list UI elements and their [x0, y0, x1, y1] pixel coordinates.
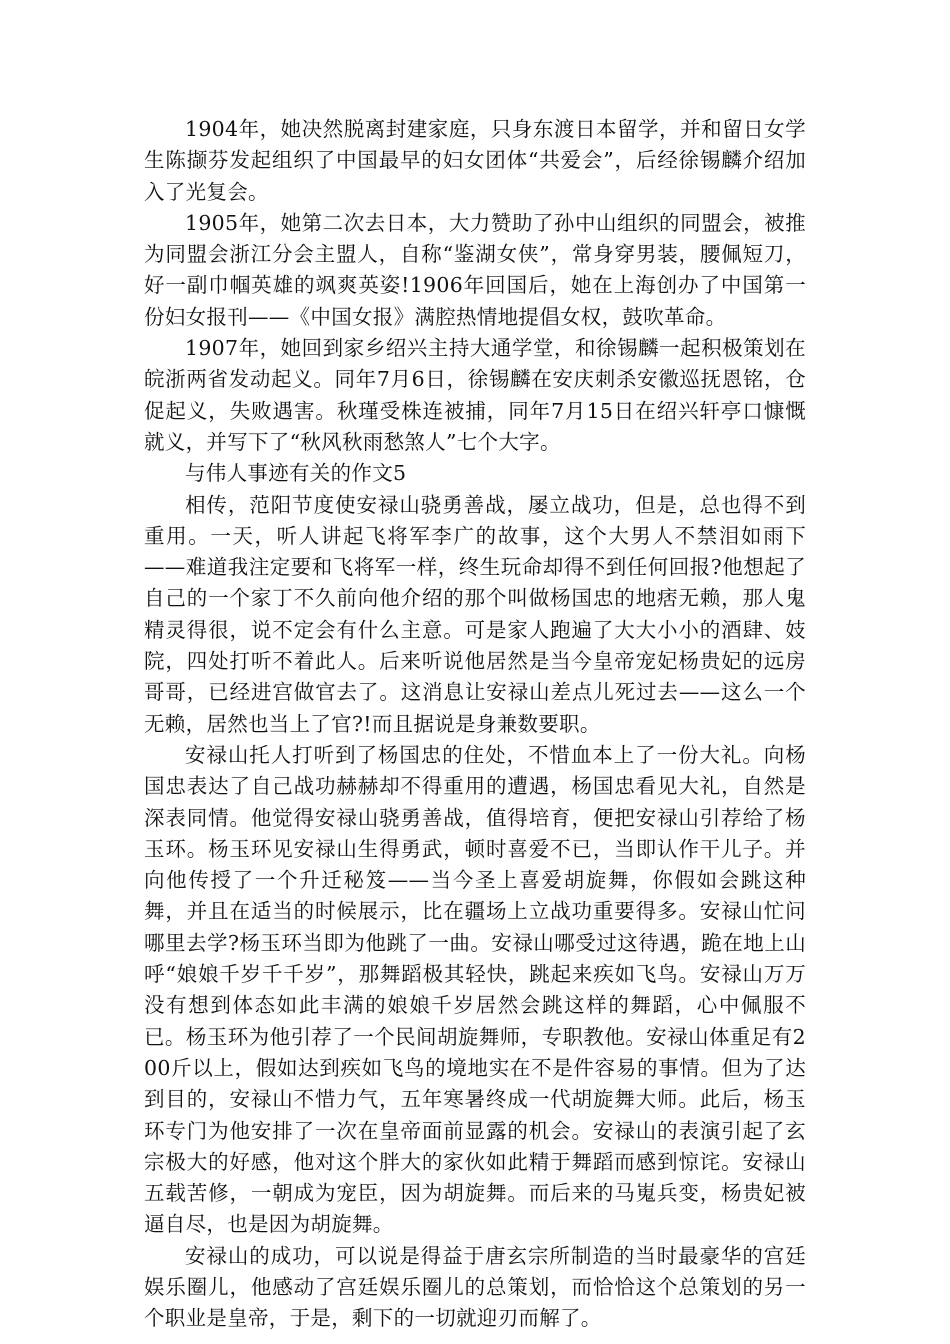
document-body	[144, 114, 806, 1335]
paragraph-qiujin-1907: 1907年，她回到家乡绍兴主持大通学堂，和徐锡麟一起积极策划在皖浙两省发动起义。同年7月6日，徐锡麟在安庆刺杀安徽巡抚恩铭，仓促起义，失败遇害。秋瑾受株连被捕，同年7月15日在绍兴轩亭口慷慨就义，并写下了“秋风秋雨愁煞人”七个大字。	[144, 336, 806, 454]
paragraph-anlushan-huxuan: 安禄山托人打听到了杨国忠的住处，不惜血本上了一份大礼。向杨国忠表达了自己战功赫赫却不得重用的遭遇，杨国忠看见大礼，自然是深表同情。他觉得安禄山骁勇善战，值得培育，便把安禄山引荐给了杨玉环。杨玉环见安禄山生得勇武，顿时喜爱不已，当即认作干儿子。并向他传授了一个升迁秘笈——当今圣上喜爱胡旋舞，你假如会跳这种舞，并且在适当的时候展示，比在疆场上立战功重要得多。安禄山忙问哪里去学?杨玉环当即为他跳了一曲。安禄山哪受过这待遇，跪在地上山呼“娘娘千岁千千岁”，那舞蹈极其轻快，跳起来疾如飞鸟。安禄山万万没有想到体态如此丰满的娘娘千岁居然会跳这样的舞蹈，心中佩服不已。杨玉环为他引荐了一个民间胡旋舞师，专职教他。安禄山体重足有200斤以上，假如达到疾如飞鸟的境地实在不是件容易的事情。但为了达到目的，安禄山不惜力气，五年寒暑终成一代胡旋舞大师。此后，杨玉环专门为他安排了一次在皇帝面前显露的机会。安禄山的表演引起了玄宗极大的好感，他对这个胖大的家伙如此精于舞蹈而感到惊诧。安禄山五载苦修，一朝成为宠臣，因为胡旋舞。而后来的马嵬兵变，杨贵妃被逼自尽，也是因为胡旋舞。	[144, 742, 806, 1237]
paragraph-anlushan-conclusion: 安禄山的成功，可以说是得益于唐玄宗所制造的当时最豪华的宫廷娱乐圈儿，他感动了宫廷娱乐圈儿的总策划，而恰恰这个总策划的另一个职业是皇帝，于是，剩下的一切就迎刃而解了。	[144, 1243, 806, 1331]
paragraph-qiujin-1905: 1905年，她第二次去日本，大力赞助了孙中山组织的同盟会，被推为同盟会浙江分会主盟人，自称“鉴湖女侠”，常身穿男装，腰佩短刀，好一副巾帼英雄的飒爽英姿!1906年回国后，她在上海创办了中国第一份妇女报刊——《中国女报》满腔热情地提倡女权，鼓吹革命。	[144, 210, 806, 329]
section-heading: 与伟人事迹有关的作文5	[185, 461, 407, 486]
paragraph-anlushan-intro: 相传，范阳节度使安禄山骁勇善战，屡立战功，但是，总也得不到重用。一天，听人讲起飞将军李广的故事，这个大男人不禁泪如雨下——难道我注定要和飞将军一样，终生玩命却得不到任何回报?他想起了自己的一个家丁不久前向他介绍的那个叫做杨国忠的地痞无赖，那人鬼精灵得很，说不定会有什么主意。可是家人跑遍了大大小小的酒肆、妓院，四处打听不着此人。后来听说他居然是当今皇帝宠妃杨贵妃的远房哥哥，已经进宫做官去了。这消息让安禄山差点儿死过去——这么一个无赖，居然也当上了官?!而且据说是身兼数要职。	[144, 492, 806, 736]
paragraph-qiujin-1904: 1904年，她决然脱离封建家庭，只身东渡日本留学，并和留日女学生陈撷芬发起组织了中国最早的妇女团体“共爱会”，后经徐锡麟介绍加入了光复会。	[144, 117, 806, 204]
